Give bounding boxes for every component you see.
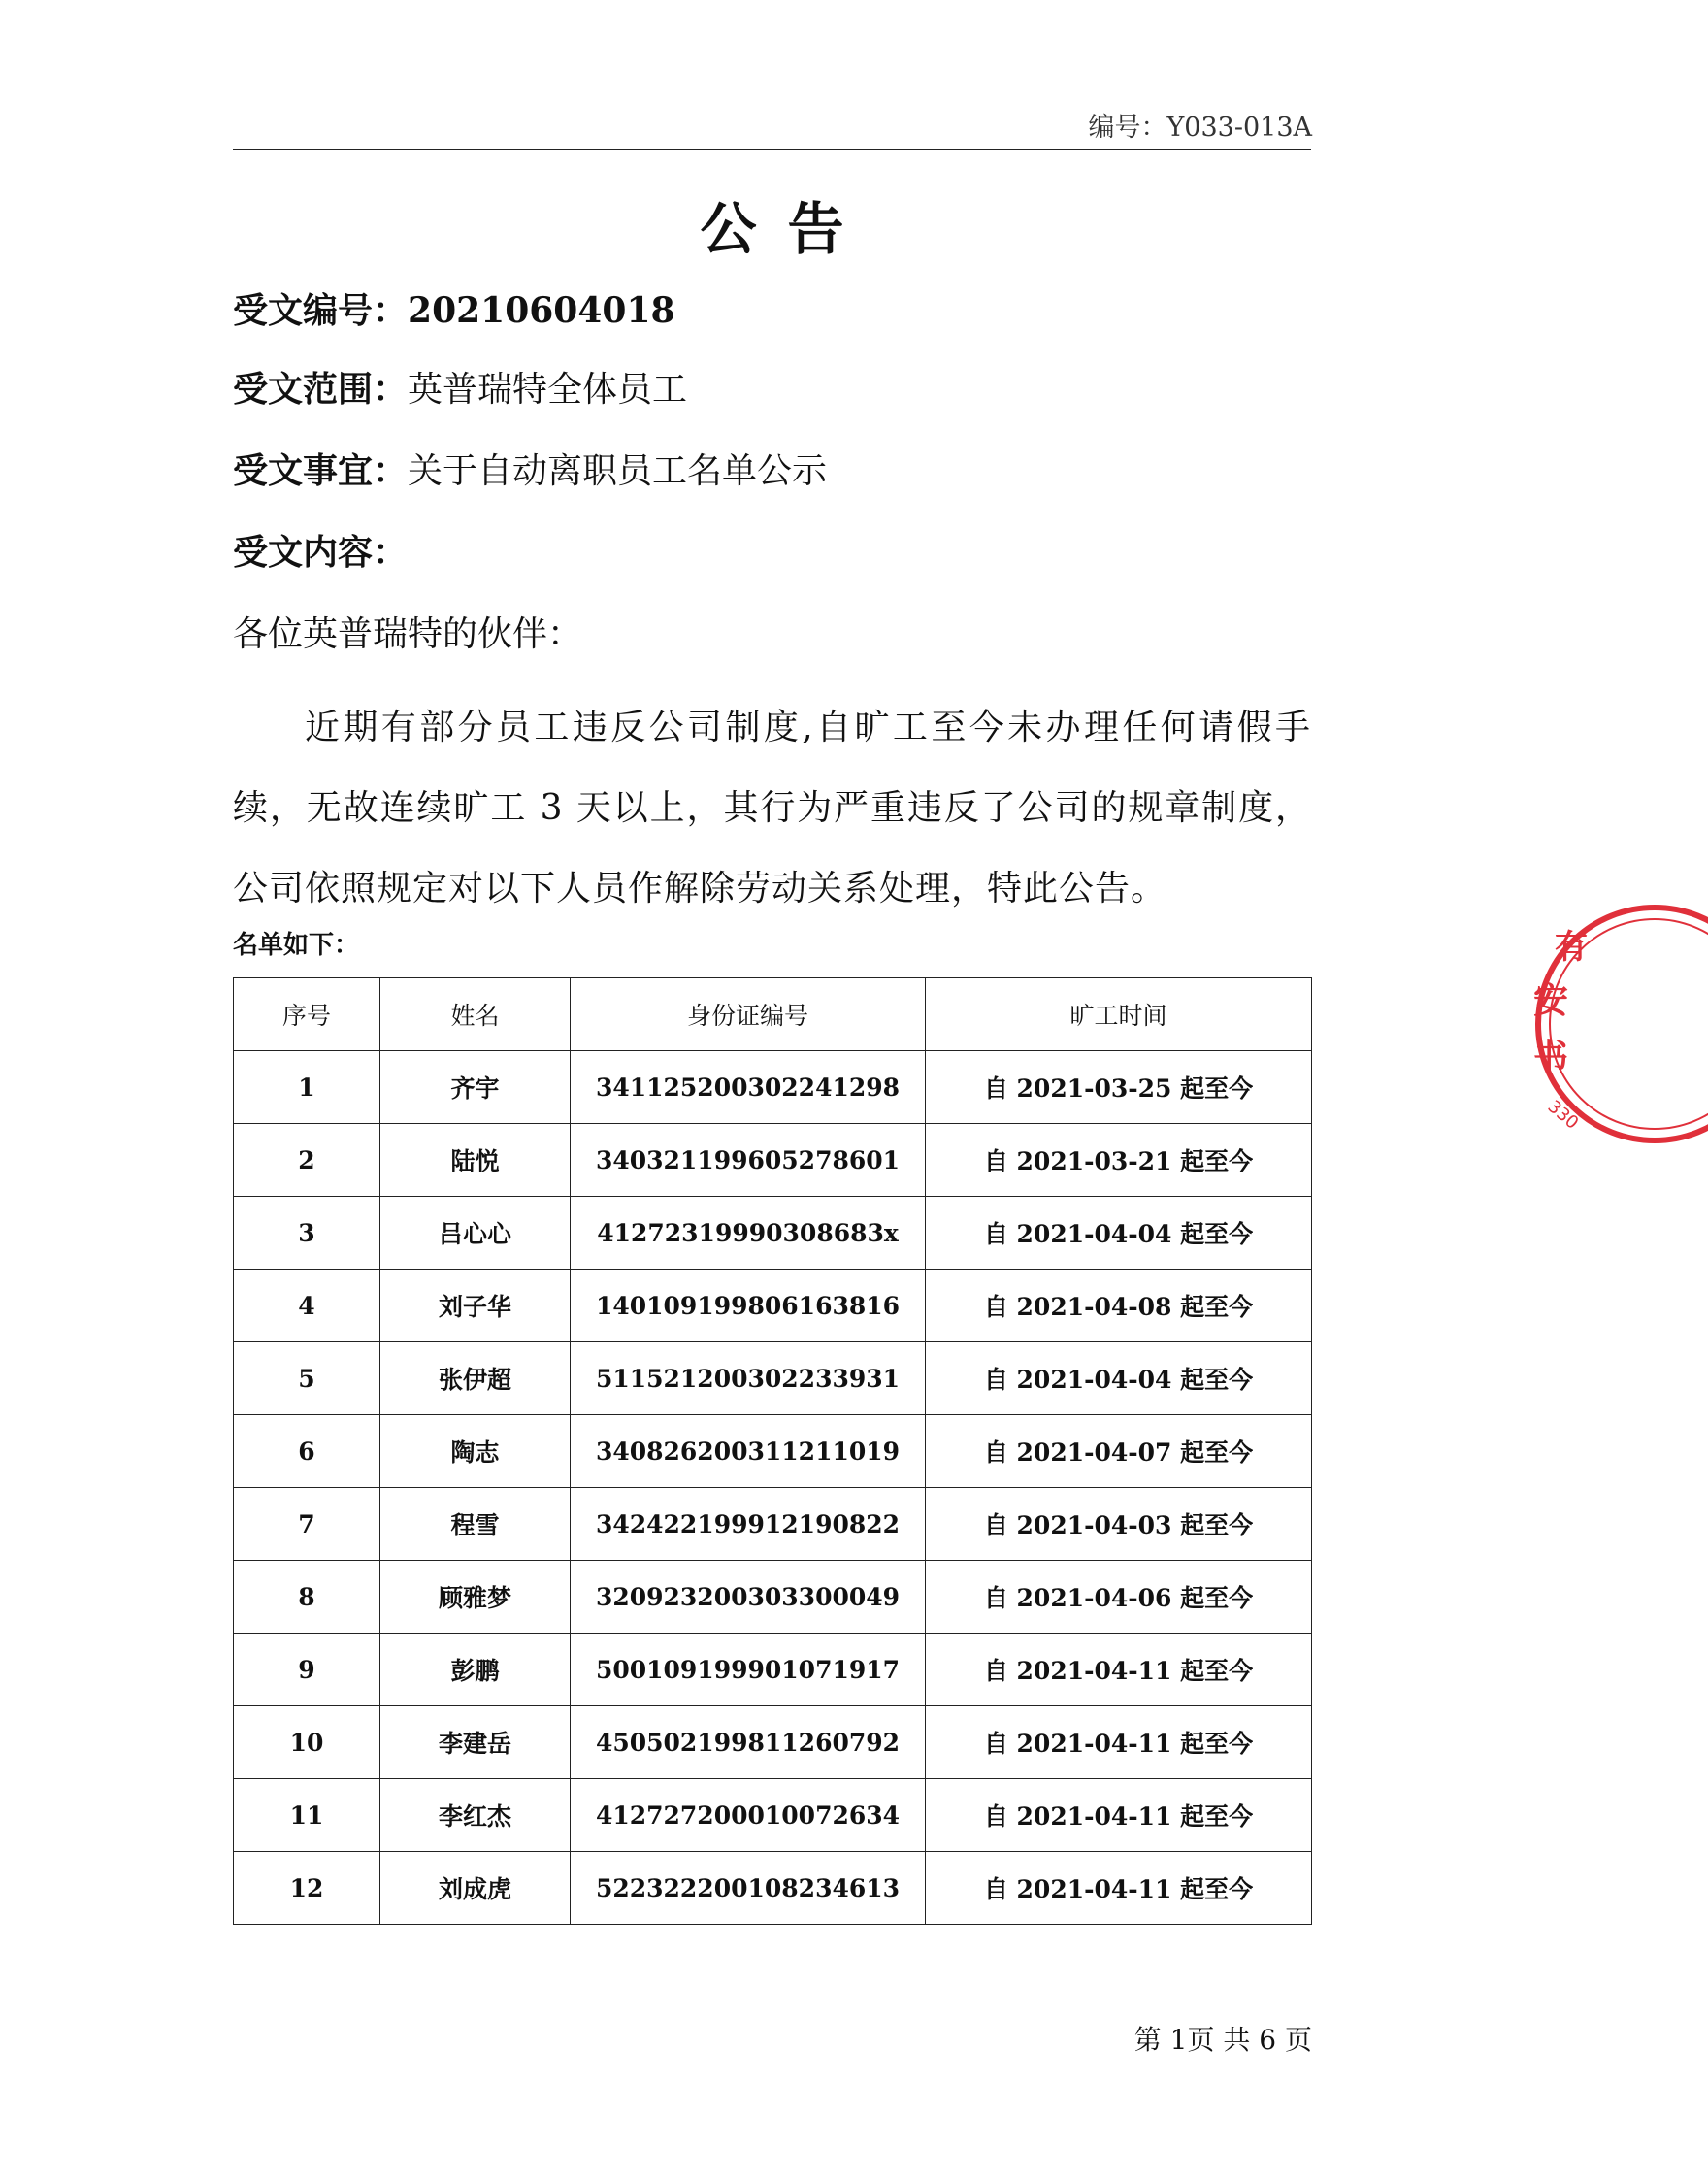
cell-id-number: 511521200302233931 [571,1342,926,1415]
cell-index: 8 [234,1561,380,1634]
header-id-number: 身份证编号 [571,978,926,1051]
cell-id-number: 140109199806163816 [571,1270,926,1342]
field-matter-value: 关于自动离职员工名单公示 [408,451,828,491]
field-content-label: 受文内容： [233,533,409,573]
table-row [234,1561,1312,1634]
field-doc-id [233,285,675,337]
cell-name: 陶志 [380,1415,571,1488]
list-heading: 名单如下： [233,931,360,960]
greeting: 各位英普瑞特的伙伴： [233,614,583,654]
header-absence-time: 旷工时间 [926,978,1312,1051]
table-row [234,1124,1312,1197]
cell-index: 1 [234,1051,380,1124]
cell-name: 陆悦 [380,1124,571,1197]
dismissal-table [233,977,1312,1925]
cell-id-number: 340321199605278601 [571,1124,926,1197]
table-row [234,1779,1312,1852]
page-footer: 第 1页 共 6 页 [1133,2024,1312,2056]
cell-index: 12 [234,1852,380,1925]
cell-id-number: 320923200303300049 [571,1561,926,1634]
table-row [234,1342,1312,1415]
cell-id-number: 340826200311211019 [571,1415,926,1488]
field-matter-label: 受文事宜： [233,451,409,491]
body-paragraph: 近期有部分员工违反公司制度,自旷工至今未办理任何请假手续，无故连续旷工 3 天以上，其行为严重违反了公司的规章制度，公司依照规定对以下人员作解除劳动关系处理，特此公告。 [233,708,1311,908]
cell-name: 齐宇 [380,1051,571,1124]
table-row [234,1706,1312,1779]
cell-name: 李红杰 [380,1779,571,1852]
cell-absence-time: 自 2021-04-06 起至今 [926,1561,1312,1634]
cell-absence-time: 自 2021-04-04 起至今 [926,1197,1312,1270]
cell-id-number: 342422199912190822 [571,1488,926,1561]
cell-id-number: 41272319990308683x [571,1197,926,1270]
cell-index: 3 [234,1197,380,1270]
cell-name: 程雪 [380,1488,571,1561]
header-name: 姓名 [380,978,571,1051]
cell-name: 刘子华 [380,1270,571,1342]
cell-absence-time: 自 2021-03-21 起至今 [926,1124,1312,1197]
cell-absence-time: 自 2021-04-04 起至今 [926,1342,1312,1415]
field-doc-id-value: 20210604018 [408,290,675,331]
cell-name: 刘成虎 [380,1852,571,1925]
table-row [234,1051,1312,1124]
table-row [234,1634,1312,1706]
cell-absence-time: 自 2021-04-07 起至今 [926,1415,1312,1488]
cell-name: 吕心心 [380,1197,571,1270]
header-divider [233,149,1311,150]
cell-absence-time: 自 2021-04-11 起至今 [926,1779,1312,1852]
cell-index: 9 [234,1634,380,1706]
cell-index: 5 [234,1342,380,1415]
cell-name: 顾雅梦 [380,1561,571,1634]
field-matter [233,446,827,497]
cell-absence-time: 自 2021-04-03 起至今 [926,1488,1312,1561]
cell-name: 李建岳 [380,1706,571,1779]
cell-absence-time: 自 2021-04-11 起至今 [926,1852,1312,1925]
field-scope [233,365,687,415]
cell-name: 张伊超 [380,1342,571,1415]
cell-index: 2 [234,1124,380,1197]
svg-text:书: 书 [1533,1037,1569,1077]
svg-text:安: 安 [1533,980,1569,1021]
cell-id-number: 522322200108234613 [571,1852,926,1925]
cell-index: 4 [234,1270,380,1342]
table-row [234,1270,1312,1342]
table-row [234,1488,1312,1561]
cell-index: 11 [234,1779,380,1852]
table-body [234,1051,1312,1925]
field-content [233,528,408,578]
cell-index: 6 [234,1415,380,1488]
cell-absence-time: 自 2021-03-25 起至今 [926,1051,1312,1124]
notice-title: 公告 [700,196,875,262]
table-header-row [234,978,1312,1051]
field-scope-label: 受文范围： [233,370,409,410]
cell-id-number: 341125200302241298 [571,1051,926,1124]
cell-id-number: 500109199901071917 [571,1634,926,1706]
company-seal-icon [1485,898,1708,1150]
cell-id-number: 412727200010072634 [571,1779,926,1852]
table-row [234,1852,1312,1925]
cell-index: 7 [234,1488,380,1561]
cell-absence-time: 自 2021-04-11 起至今 [926,1634,1312,1706]
cell-id-number: 450502199811260792 [571,1706,926,1779]
header-index: 序号 [234,978,380,1051]
cell-absence-time: 自 2021-04-11 起至今 [926,1706,1312,1779]
table-row [234,1197,1312,1270]
field-doc-id-label: 受文编号： [233,291,409,331]
cell-name: 彭鹏 [380,1634,571,1706]
table-row [234,1415,1312,1488]
field-scope-value: 英普瑞特全体员工 [408,370,688,410]
svg-text:330: 330 [1543,1096,1583,1134]
cell-index: 10 [234,1706,380,1779]
svg-text:有: 有 [1555,928,1588,967]
cell-absence-time: 自 2021-04-08 起至今 [926,1270,1312,1342]
document-number: 编号：Y033-013A [1088,113,1312,143]
